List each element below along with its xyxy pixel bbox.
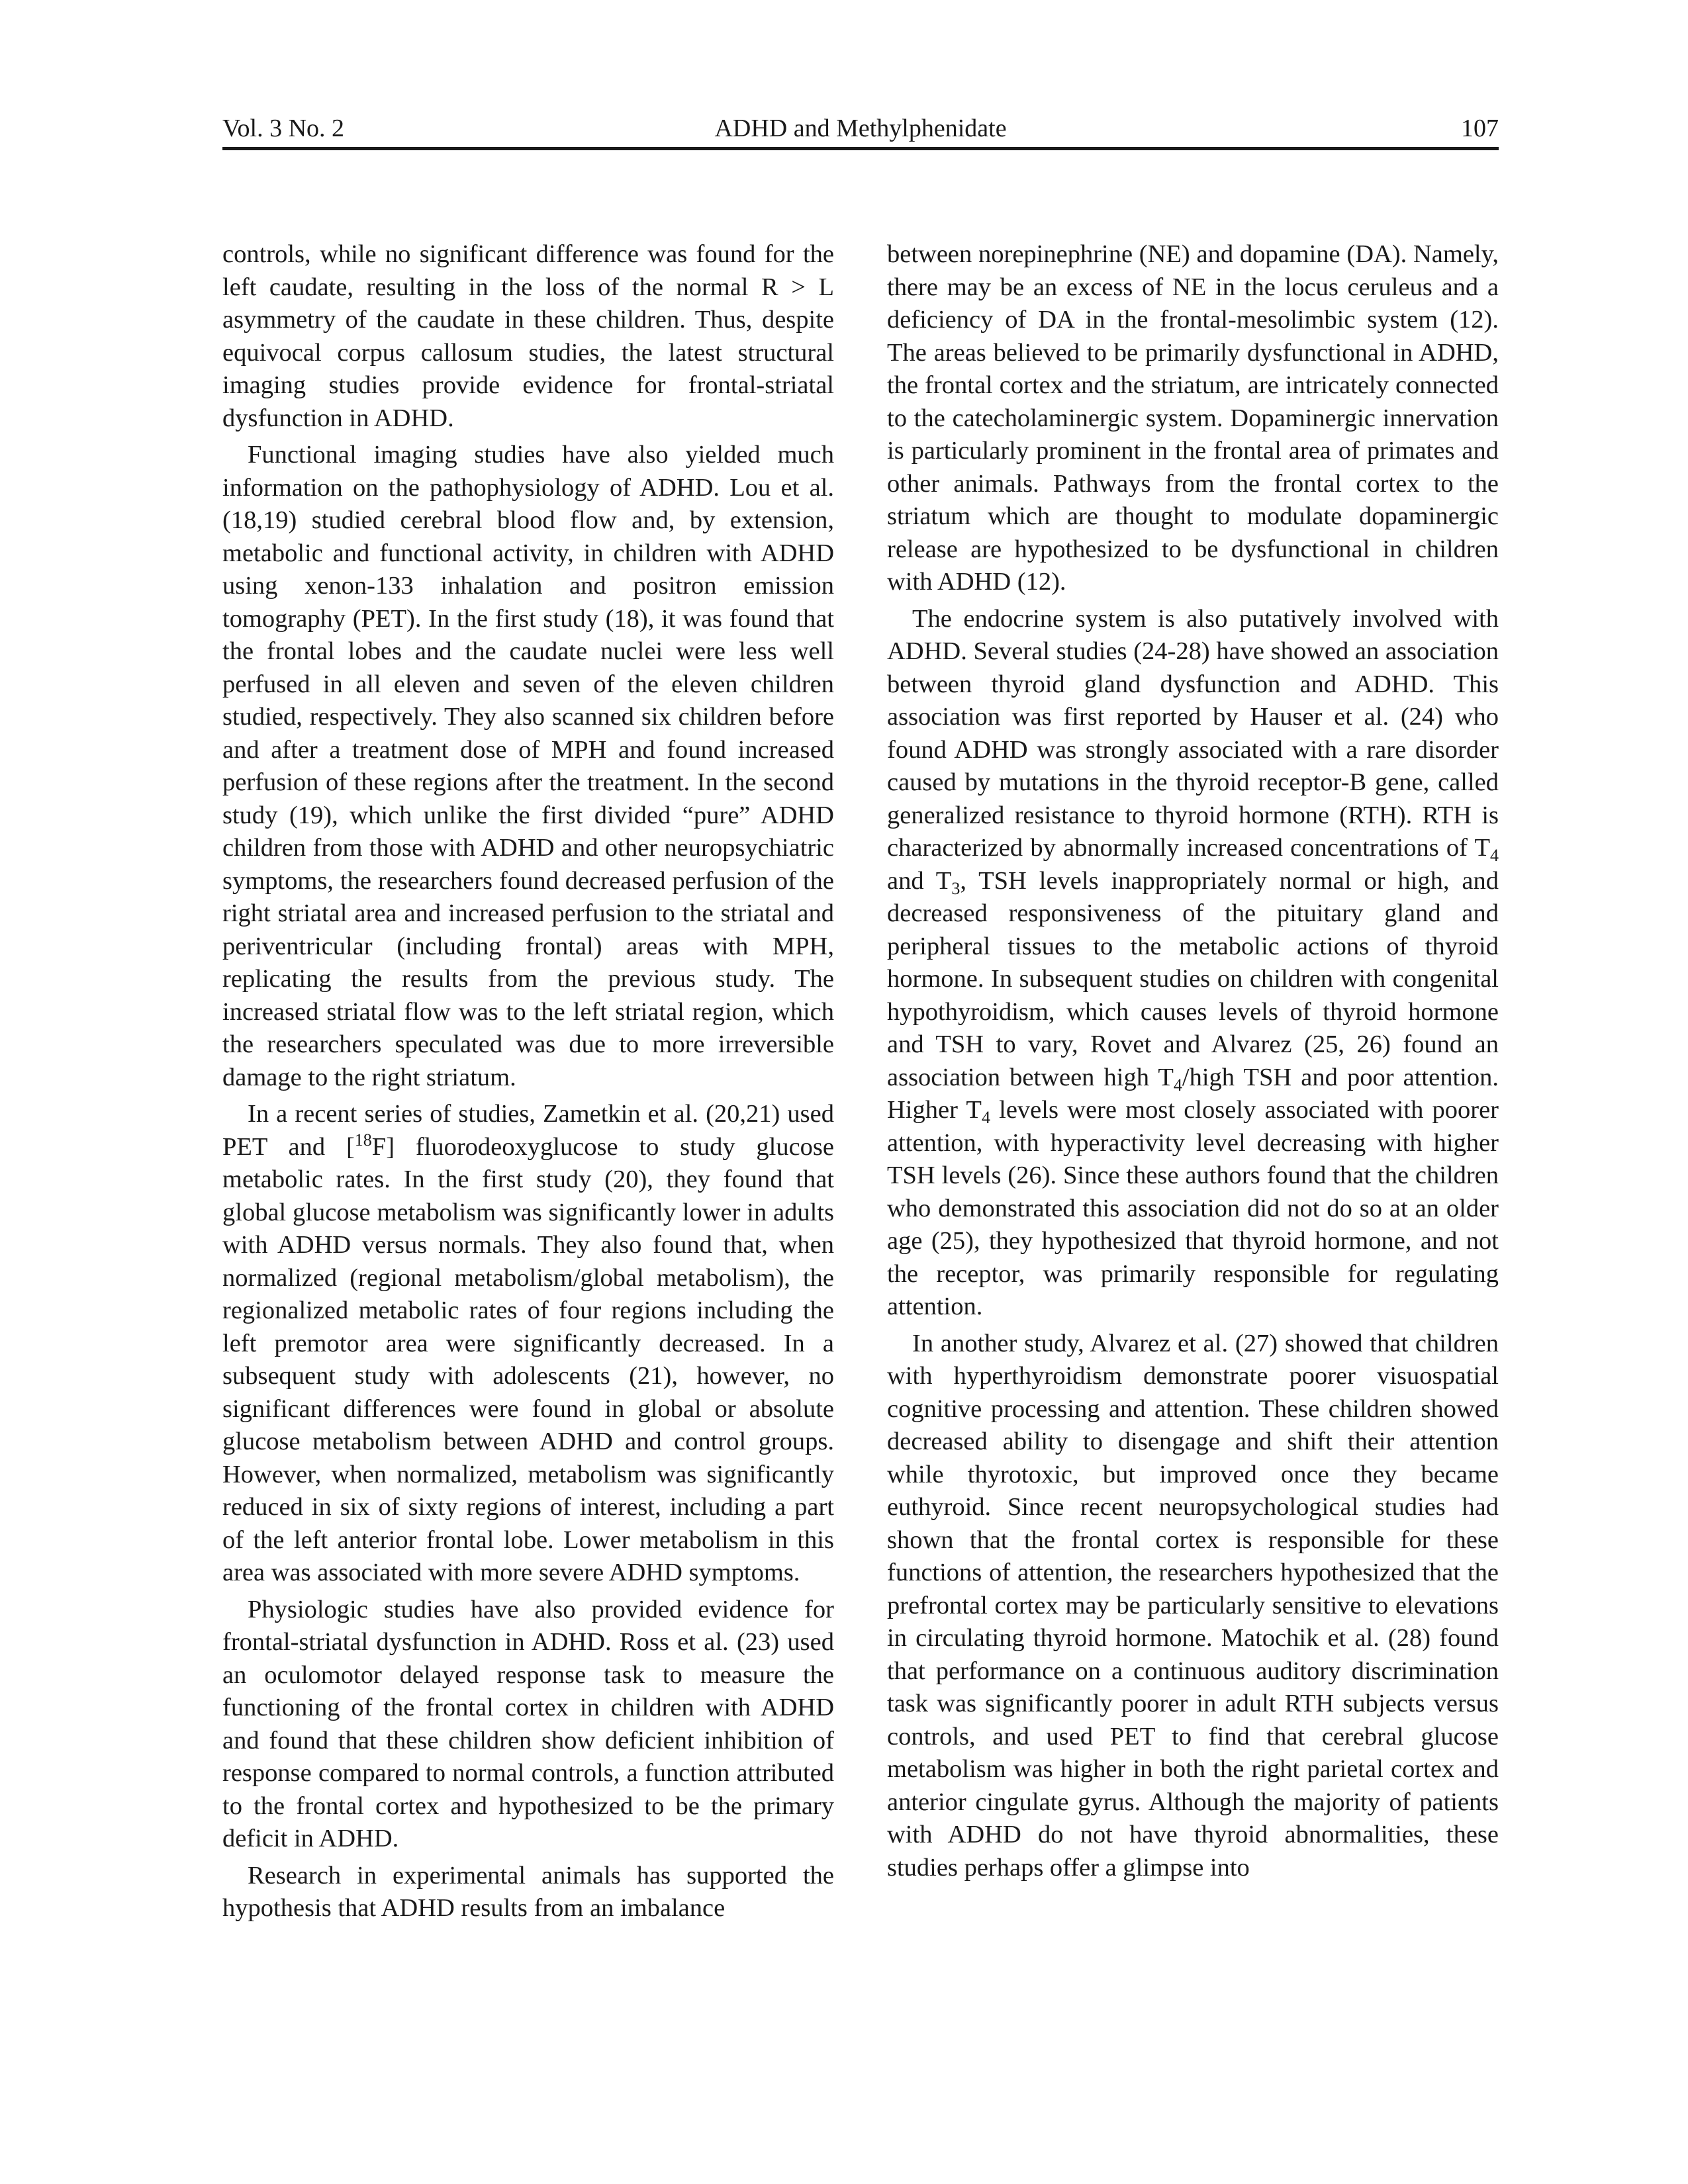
subscript: 3	[951, 878, 961, 898]
paragraph-physiologic-studies: Physiologic studies have also provided evidence for frontal-striatal dysfunction in ADHD. Ross et al. (23) used an oculomotor delayed response task to measure the functioning of the frontal cortex in children with ADHD and found that these children show deficient inhibition of response compared to normal controls, a function attributed to the frontal cortex and hypothesized to be the primary deficit in ADHD.	[222, 1595, 834, 1852]
subscript: 4	[1490, 846, 1499, 865]
paragraph-animal-research: Research in experimental animals has supported the hypothesis that ADHD results from an imbalance	[222, 1861, 834, 1922]
right-column	[887, 238, 1499, 1888]
text-run: The endocrine system is also putatively involved with ADHD. Several studies (24-28) have showed an association between thyroid gland dysfunction and ADHD. This association was first reported by Hauser et al. (24) who found ADHD was strongly associated with a rare disorder caused by mutations in the thyroid receptor-B gene, called generalized resistance to thyroid hormone (RTH). RTH is characterized by abnormally increased concentrations of T	[887, 604, 1499, 862]
text-run: In a recent series of studies, Zametkin et al. (20,21) used PET and [	[222, 1100, 834, 1161]
page-number: 107	[1461, 114, 1499, 142]
subscript: 4	[981, 1108, 990, 1127]
text-run: , TSH levels inappropriately normal or high, and decreased responsiveness of the pituitary gland and peripheral tissues to the metabolic actions of thyroid hormone. In subsequent studies on children with congenital hypothyroidism, which causes levels of thyroid hormone and TSH to vary, Rovet and Alvarez (25, 26) found an association between high T	[887, 866, 1499, 1091]
paragraph-continued: between norepinephrine (NE) and dopamine (DA). Namely, there may be an excess of NE in the locus ceruleus and a deficiency of DA in the frontal-mesolimbic system (12). The areas believed to be primarily dysfunctional in ADHD, the frontal cortex and the striatum, are intricately connected to the catecholaminergic system. Dopaminergic innervation is particularly prominent in the frontal area of primates and other animals. Pathways from the frontal cortex to the striatum which are thought to modulate dopaminergic release are hypothesized to be dysfunctional in children with ADHD (12).	[887, 240, 1499, 596]
text-run: and T	[887, 866, 952, 895]
paragraph-continued: controls, while no significant difference was found for the left caudate, resulting in the loss of the normal R > L asymmetry of the caudate in these children. Thus, despite equivocal corpus callosum studies, the latest structural imaging studies provide evidence for frontal-striatal dysfunction in ADHD.	[222, 240, 834, 432]
paragraph-functional-imaging: Functional imaging studies have also yielded much information on the pathophysiology of ADHD. Lou et al. (18,19) studied cerebral blood flow and, by extension, metabolic and functional activity, in children with ADHD using xenon-133 inhalation and positron emission tomography (PET). In the first study (18), it was found that the frontal lobes and the caudate nuclei were less well perfused in all eleven and seven of the eleven children studied, respectively. They also scanned six children before and after a treatment dose of MPH and found increased perfusion of these regions after the treatment. In the second study (19), which unlike the first divided “pure” ADHD children from those with ADHD and other neuropsychiatric symptoms, the researchers found decreased perfusion of the right striatal area and increased perfusion to the striatal and periventricular (including frontal) areas with MPH, replicating the results from the previous study. The increased striatal flow was to the left striatal region, which the researchers speculated was due to more irreversible damage to the right striatum.	[222, 441, 834, 1091]
paragraph-hyperthyroidism-study: In another study, Alvarez et al. (27) showed that children with hyperthyroidism demonstrate poorer visuospatial cognitive processing and attention. These children showed decreased ability to disengage and shift their attention while thyrotoxic, but improved once they became euthyroid. Since recent neuropsychological studies had shown that the frontal cortex is responsible for these functions of attention, the researchers hypothesized that the prefrontal cortex may be particularly sensitive to elevations in circulating thyroid hormone. Matochik et al. (28) found that performance on a continuous auditory discrimination task was significantly poorer in adult RTH subjects versus controls, and used PET to find that cerebral glucose metabolism was higher in both the right parietal cortex and anterior cingulate gyrus. Although the majority of patients with ADHD do not have thyroid abnormalities, these studies perhaps offer a glimpse into	[887, 1329, 1499, 1882]
journal-volume: Vol. 3 No. 2	[222, 114, 345, 142]
subscript: 4	[1173, 1075, 1182, 1095]
superscript: 18	[354, 1130, 372, 1150]
text-run: F] fluorodeoxyglucose to study glucose metabolic rates. In the first study (20), they found that global glucose metabolism was significantly lower in adults with ADHD versus normals. They also found that, when normalized (regional metabolism/global metabolism), the regionalized metabolic rates of four regions including the left premotor area were significantly decreased. In a subsequent study with adolescents (21), however, no significant differences were found in global or absolute glucose metabolism between ADHD and control groups. However, when normalized, metabolism was significantly reduced in six of sixty regions of interest, including a part of the left anterior frontal lobe. Lower metabolism in this area was associated with more severe ADHD symptoms.	[222, 1132, 834, 1586]
text-run: /high TSH and poor attention. Higher T	[887, 1063, 1499, 1124]
paragraph-zametkin-studies	[222, 1098, 834, 1590]
text-run: levels were most closely associated with poorer attention, with hyperactivity level decreasing with higher TSH levels (26). Since these authors found that the children who demonstrated this association did not do so at an older age (25), they hypothesized that thyroid hormone, and not the receptor, was primarily responsible for regulating attention.	[887, 1096, 1499, 1320]
paragraph-endocrine-system	[887, 603, 1499, 1324]
running-header	[222, 110, 1499, 150]
left-column	[222, 238, 834, 1929]
running-title: ADHD and Methylphenidate	[714, 114, 1007, 142]
